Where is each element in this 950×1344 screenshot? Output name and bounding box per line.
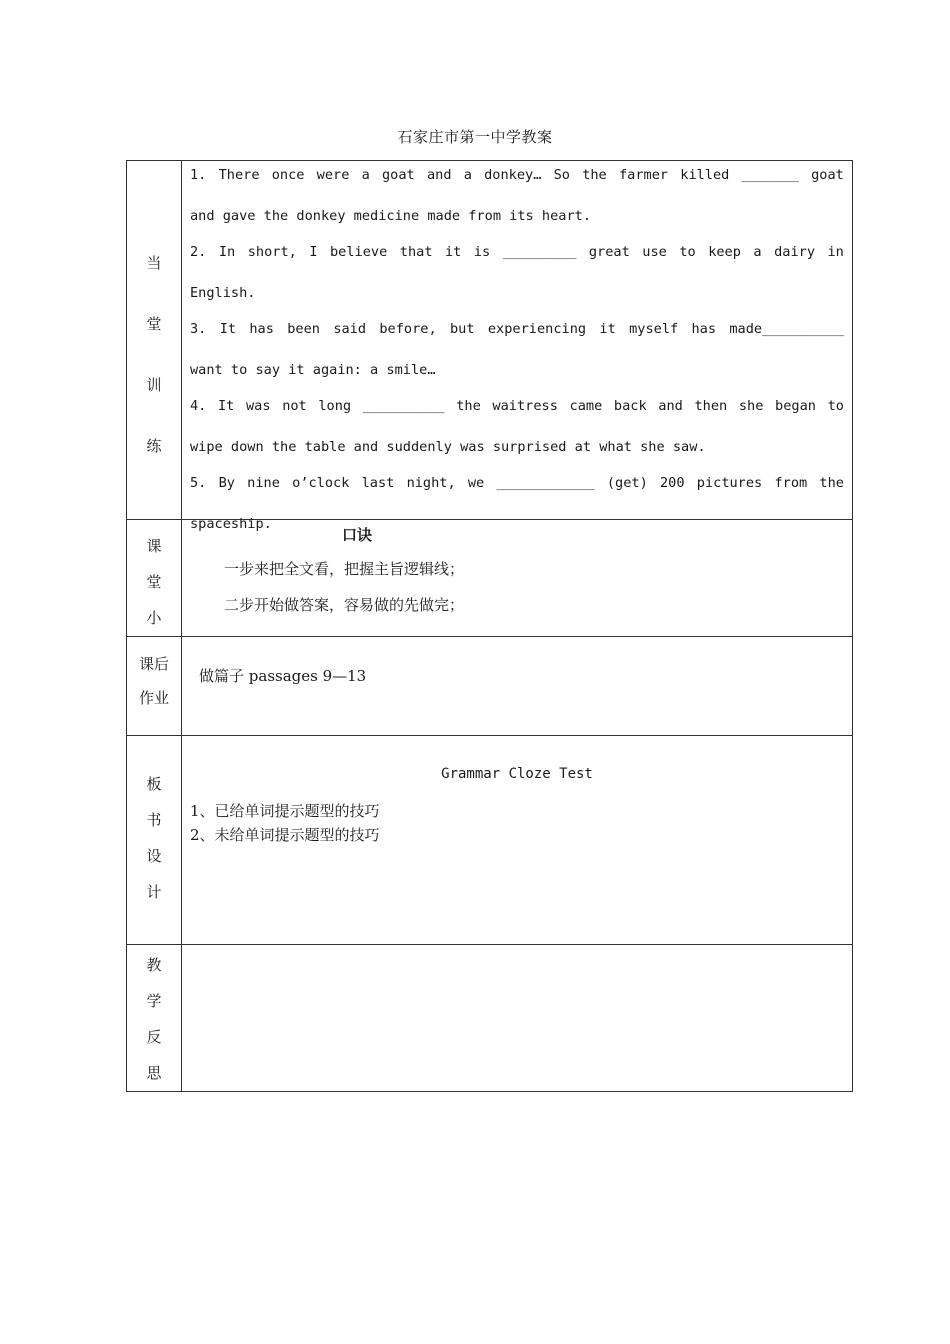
board-label-char: 板 xyxy=(146,775,162,793)
question-word: nine xyxy=(247,475,280,491)
question-word: I xyxy=(309,244,318,260)
question-word: keep xyxy=(708,244,741,260)
question-word: long xyxy=(318,398,352,414)
question-word: once xyxy=(271,167,305,183)
question-word: 5. xyxy=(190,475,207,491)
practice-label-char: 训 xyxy=(146,376,162,394)
practice-label-char: 练 xyxy=(146,437,162,455)
question-word: experiencing xyxy=(487,321,587,337)
question-word: night, xyxy=(406,475,456,491)
question-line xyxy=(190,473,844,493)
question-word: (get) xyxy=(606,475,648,491)
reflection-label-char: 反 xyxy=(146,1028,162,1046)
question-word: _________ xyxy=(502,244,577,260)
question-line xyxy=(190,396,844,416)
question-word: is xyxy=(473,244,491,260)
reflection-content xyxy=(182,945,853,1092)
question-word: o’clock xyxy=(292,475,350,491)
question-word: it xyxy=(599,321,616,337)
lesson-plan-table xyxy=(126,160,853,1092)
reflection-label-char: 思 xyxy=(146,1064,162,1082)
question-word: waitress xyxy=(492,398,558,414)
question-word: short, xyxy=(247,244,297,260)
practice-question xyxy=(190,165,844,226)
question-line: English. xyxy=(190,285,256,301)
question-word: to xyxy=(827,398,844,414)
question-line: spaceship. xyxy=(190,516,272,532)
homework-label-line: 作业 xyxy=(138,689,169,707)
question-word: before, xyxy=(379,321,437,337)
question-word: began xyxy=(775,398,816,414)
question-word: 4. xyxy=(190,398,207,414)
question-word: has xyxy=(691,321,717,337)
question-word: a xyxy=(463,167,472,183)
homework-content xyxy=(182,637,853,736)
question-word: were xyxy=(316,167,350,183)
question-word: 1. xyxy=(190,167,207,183)
question-line xyxy=(190,319,844,339)
question-word: great xyxy=(588,244,630,260)
question-word: not xyxy=(282,398,307,414)
question-word: _______ xyxy=(741,167,799,183)
summary-content xyxy=(182,520,853,637)
board-label-char: 计 xyxy=(146,883,162,901)
document-title: 石家庄市第一中学教案 xyxy=(397,128,553,146)
summary-label xyxy=(127,520,182,637)
question-word: It xyxy=(218,398,235,414)
question-word: __________ xyxy=(362,398,445,414)
question-word: killed xyxy=(680,167,730,183)
practice-question xyxy=(190,242,844,303)
homework-row xyxy=(127,637,853,736)
board-label-char: 书 xyxy=(146,811,162,829)
question-word: the xyxy=(582,167,607,183)
question-word: myself xyxy=(629,321,679,337)
reflection-label-char: 学 xyxy=(146,992,162,1010)
question-word: and xyxy=(658,398,683,414)
question-word: she xyxy=(738,398,764,414)
board-content xyxy=(182,736,853,945)
question-word: the xyxy=(456,398,481,414)
practice-content xyxy=(182,161,853,532)
board-label xyxy=(127,736,182,945)
summary-label-char: 小 xyxy=(146,609,162,627)
question-line: and gave the donkey medicine made from its heart. xyxy=(190,208,592,224)
question-word: In xyxy=(218,244,236,260)
question-word: use xyxy=(642,244,667,260)
practice-question xyxy=(190,396,844,457)
question-line xyxy=(190,242,844,262)
question-word: 200 xyxy=(660,475,685,491)
question-word: been xyxy=(287,321,320,337)
board-item: 2、未给单词提示题型的技巧 xyxy=(190,826,380,844)
question-word: a xyxy=(753,244,762,260)
practice-label-char: 当 xyxy=(146,254,162,272)
practice-row xyxy=(127,161,853,520)
question-word: made__________ xyxy=(729,321,844,337)
question-word: It xyxy=(219,321,237,337)
question-word: to xyxy=(679,244,696,260)
question-word: back xyxy=(613,398,647,414)
summary-line: 二步开始做答案，容易做的先做完； xyxy=(224,596,465,614)
summary-row xyxy=(127,520,853,637)
question-word: goat xyxy=(811,167,844,183)
reflection-label xyxy=(127,945,182,1092)
question-word: pictures xyxy=(696,475,763,491)
question-word: the xyxy=(819,475,844,491)
homework-label-line: 课后 xyxy=(138,655,169,673)
homework-text: 做篇子 passages 9—13 xyxy=(199,667,367,685)
question-word: 2. xyxy=(190,244,207,260)
summary-label-char: 课 xyxy=(146,537,162,555)
question-word: in xyxy=(827,244,844,260)
question-word: and xyxy=(426,167,452,183)
question-word: So xyxy=(553,167,570,183)
reflection-row xyxy=(127,945,853,1092)
question-word: goat xyxy=(382,167,415,183)
question-word: it xyxy=(445,244,462,260)
question-word: a xyxy=(361,167,370,183)
summary-label-char: 堂 xyxy=(146,573,162,591)
question-word: farmer xyxy=(618,167,669,183)
question-line: want to say it again: a smile… xyxy=(190,362,436,378)
question-word: By xyxy=(218,475,235,491)
question-word: ____________ xyxy=(496,475,595,491)
reflection-label-char: 教 xyxy=(146,956,162,974)
practice-question xyxy=(190,319,844,380)
question-word: has xyxy=(249,321,274,337)
board-title: Grammar Cloze Test xyxy=(441,766,593,782)
question-word: was xyxy=(246,398,271,414)
board-label-char: 设 xyxy=(146,847,162,865)
board-row xyxy=(127,736,853,945)
question-line xyxy=(190,165,844,185)
question-word: dairy xyxy=(774,244,816,260)
question-word: we xyxy=(467,475,485,491)
board-item: 1、已给单词提示题型的技巧 xyxy=(190,802,380,820)
question-word: believe xyxy=(329,244,388,260)
question-word: said xyxy=(333,321,367,337)
summary-heading: 口诀 xyxy=(342,526,373,544)
summary-line: 一步来把全文看，把握主旨逻辑线； xyxy=(224,560,465,578)
question-word: that xyxy=(399,244,433,260)
question-word: from xyxy=(774,475,808,491)
homework-label xyxy=(127,637,182,736)
practice-label xyxy=(127,161,182,520)
question-word: 3. xyxy=(190,321,207,337)
question-word: There xyxy=(218,167,260,183)
question-word: came xyxy=(569,398,603,414)
question-line: wipe down the table and suddenly was surprised at what she saw. xyxy=(190,439,706,455)
question-word: but xyxy=(449,321,475,337)
practice-label-char: 堂 xyxy=(146,315,162,333)
question-word: last xyxy=(361,475,395,491)
question-word: then xyxy=(694,398,728,414)
question-word: donkey… xyxy=(484,167,542,183)
